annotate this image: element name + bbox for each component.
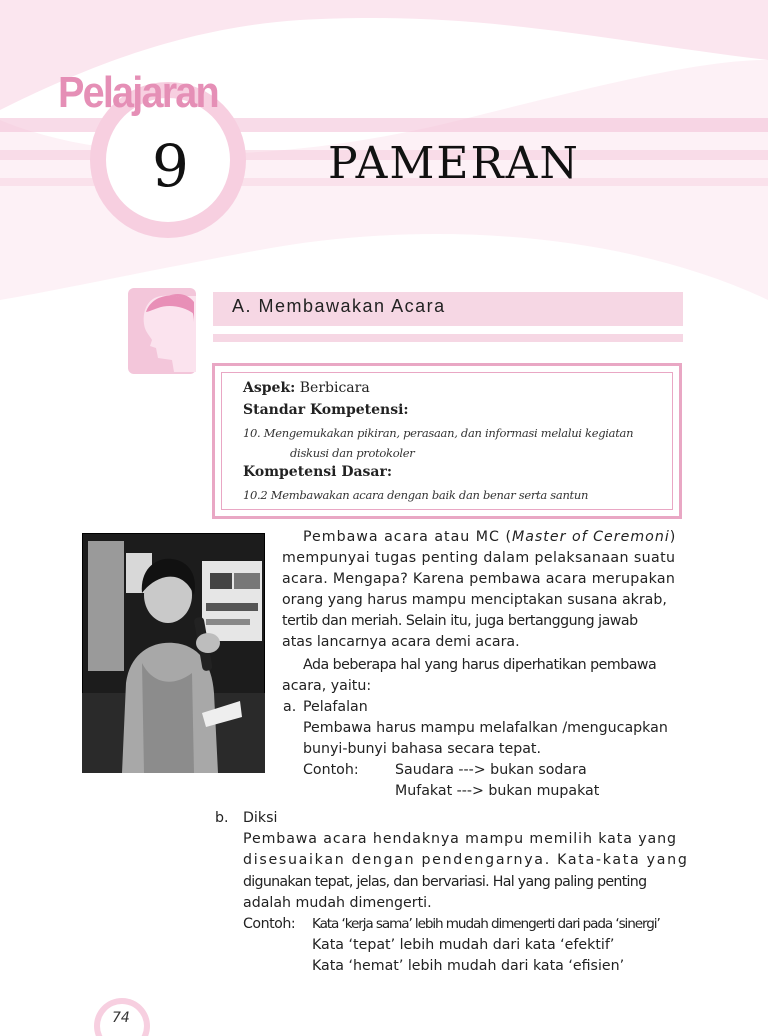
item-b-example-3: Kata ‘hemat’ lebih mudah dari kata ‘efisien’ [312, 958, 625, 974]
mc-photo [82, 533, 265, 773]
item-b-contoh-label: Contoh: [243, 916, 296, 932]
kd-label-text: Kompetensi Dasar: [243, 464, 393, 480]
paragraph-2-line-1: Ada beberapa hal yang harus diperhatikan pembawa [303, 657, 657, 673]
paragraph-1-line-2: mempunyai tugas penting dalam pelaksanaan suatu [282, 550, 676, 566]
speaking-face-icon [128, 288, 196, 374]
page-title: PAMERAN [328, 138, 580, 189]
item-b-line-4: adalah mudah dimengerti. [243, 895, 432, 911]
section-title: A. Membawakan Acara [232, 296, 446, 316]
paragraph-1-line-3: acara. Mengapa? Karena pembawa acara merupakan [282, 571, 676, 587]
aspek-value: Berbicara [299, 380, 370, 396]
paragraph-1-line-4: orang yang harus mampu menciptakan susana akrab, [282, 592, 667, 608]
item-a-example-2: Mufakat ---> bukan mupakat [395, 783, 600, 799]
section-divider [213, 334, 683, 342]
item-a-title: Pelafalan [303, 699, 368, 715]
paragraph-2-line-2: acara, yaitu: [282, 678, 372, 694]
p1-l1-post: ) [669, 529, 677, 545]
item-b-line-1: Pembawa acara hendaknya mampu memilih kata yang [243, 831, 677, 847]
paragraph-1-line-6: atas lancarnya acara demi acara. [282, 634, 520, 650]
kd-line: 10.2 Membawakan acara dengan baik dan benar serta santun [243, 488, 589, 502]
page-number: 74 [112, 1010, 130, 1026]
lesson-number: 9 [152, 132, 189, 200]
kompetensi-dasar-label [243, 464, 392, 480]
item-b-line-2: disesuaikan dengan pendengarnya. Kata-kata yang [243, 852, 689, 868]
lesson-label: Pelajaran [58, 68, 218, 117]
item-b-marker: b. [215, 810, 229, 826]
item-b-title: Diksi [243, 810, 278, 826]
sk-label-text: Standar Kompetensi: [243, 402, 409, 418]
paragraph-1-line-1 [303, 527, 676, 547]
item-a-marker: a. [283, 699, 297, 715]
item-a-example-1: Saudara ---> bukan sodara [395, 762, 587, 778]
standar-kompetensi-label [243, 402, 409, 418]
item-a-contoh-label: Contoh: [303, 762, 359, 778]
p1-l1-pre: Pembawa acara atau MC ( [303, 529, 512, 545]
aspek-row [243, 380, 370, 396]
paragraph-1-line-5: tertib dan meriah. Selain itu, juga bertanggung jawab [282, 613, 638, 629]
item-a-line-2: bunyi-bunyi bahasa secara tepat. [303, 741, 541, 757]
item-b-example-1: Kata ‘kerja sama’ lebih mudah dimengerti dari pada ‘sinergi’ [312, 916, 660, 932]
sk-line-1: 10. Mengemukakan pikiran, perasaan, dan informasi melalui kegiatan [243, 426, 634, 440]
item-a-line-1: Pembawa harus mampu melafalkan /mengucapkan [303, 720, 668, 736]
sk-line-2: diskusi dan protokoler [290, 446, 415, 460]
item-b-line-3: digunakan tepat, jelas, dan bervariasi. Hal yang paling penting [243, 874, 647, 890]
p1-l1-italic: Master of Ceremoni [511, 529, 670, 545]
item-b-example-2: Kata ‘tepat’ lebih mudah dari kata ‘efektif’ [312, 937, 615, 953]
aspek-label: Aspek: [243, 380, 296, 396]
